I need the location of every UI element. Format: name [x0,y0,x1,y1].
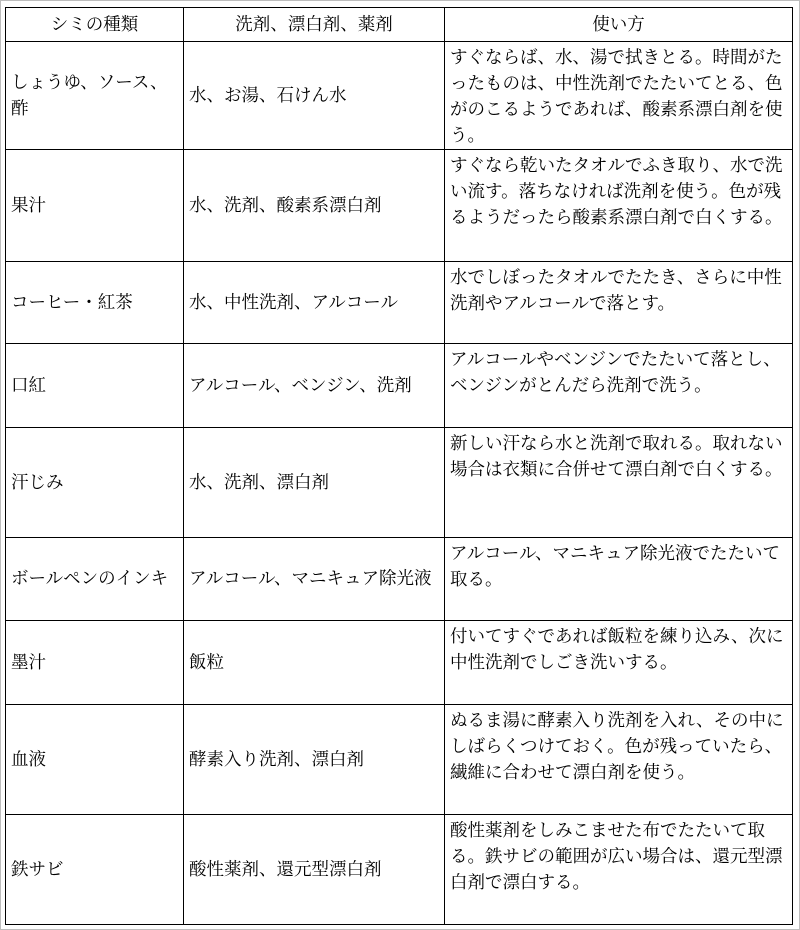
cleaning-agent-cell: 水、お湯、石けん水 [184,42,445,150]
cleaning-agent-cell: 水、中性洗剤、アルコール [184,262,445,344]
table-row [6,815,793,925]
table-row [6,344,793,428]
stain-type-cell: ボールペンのインキ [6,538,184,621]
header-stain-type: シミの種類 [6,8,184,42]
stain-type-cell: 鉄サビ [6,815,184,925]
usage-cell: すぐならば、水、湯で拭きとる。時間がたったものは、中性洗剤でたたいてとる、色がのこるようであれば、酸素系漂白剤を使う。 [445,42,793,150]
table-row [6,538,793,621]
usage-cell: アルコールやベンジンでたたいて落とし、ベンジンがとんだら洗剤で洗う。 [445,344,793,428]
stain-removal-table [5,7,793,925]
cleaning-agent-cell: 水、洗剤、漂白剤 [184,428,445,538]
table-row [6,621,793,705]
stain-type-cell: 果汁 [6,150,184,262]
usage-cell: アルコール、マニキュア除光液でたたいて取る。 [445,538,793,621]
usage-cell: ぬるま湯に酵素入り洗剤を入れ、その中にしばらくつけておく。色が残っていたら、繊維に合わせて漂白剤を使う。 [445,705,793,815]
usage-cell: 付いてすぐであれば飯粒を練り込み、次に中性洗剤でしごき洗いする。 [445,621,793,705]
stain-type-cell: コーヒー・紅茶 [6,262,184,344]
table-row [6,428,793,538]
usage-cell: 酸性薬剤をしみこませた布でたたいて取る。鉄サビの範囲が広い場合は、還元型漂白剤で漂白する。 [445,815,793,925]
header-usage: 使い方 [445,8,793,42]
cleaning-agent-cell: 酵素入り洗剤、漂白剤 [184,705,445,815]
cleaning-agent-cell: 水、洗剤、酸素系漂白剤 [184,150,445,262]
stain-type-cell: 墨汁 [6,621,184,705]
stain-type-cell: 汗じみ [6,428,184,538]
table-row [6,705,793,815]
usage-cell: すぐなら乾いたタオルでふき取り、水で洗い流す。落ちなければ洗剤を使う。色が残るようだったら酸素系漂白剤で白くする。 [445,150,793,262]
table-row [6,262,793,344]
usage-cell: 水でしぼったタオルでたたき、さらに中性洗剤やアルコールで落とす。 [445,262,793,344]
stain-type-cell: しょうゆ、ソース、酢 [6,42,184,150]
table-row [6,150,793,262]
cleaning-agent-cell: アルコール、ベンジン、洗剤 [184,344,445,428]
stain-type-cell: 口紅 [6,344,184,428]
header-row [6,8,793,42]
cleaning-agent-cell: アルコール、マニキュア除光液 [184,538,445,621]
usage-cell: 新しい汗なら水と洗剤で取れる。取れない場合は衣類に合併せて漂白剤で白くする。 [445,428,793,538]
table-row [6,42,793,150]
cleaning-agent-cell: 飯粒 [184,621,445,705]
stain-type-cell: 血液 [6,705,184,815]
header-cleaning-agent: 洗剤、漂白剤、薬剤 [184,8,445,42]
cleaning-agent-cell: 酸性薬剤、還元型漂白剤 [184,815,445,925]
